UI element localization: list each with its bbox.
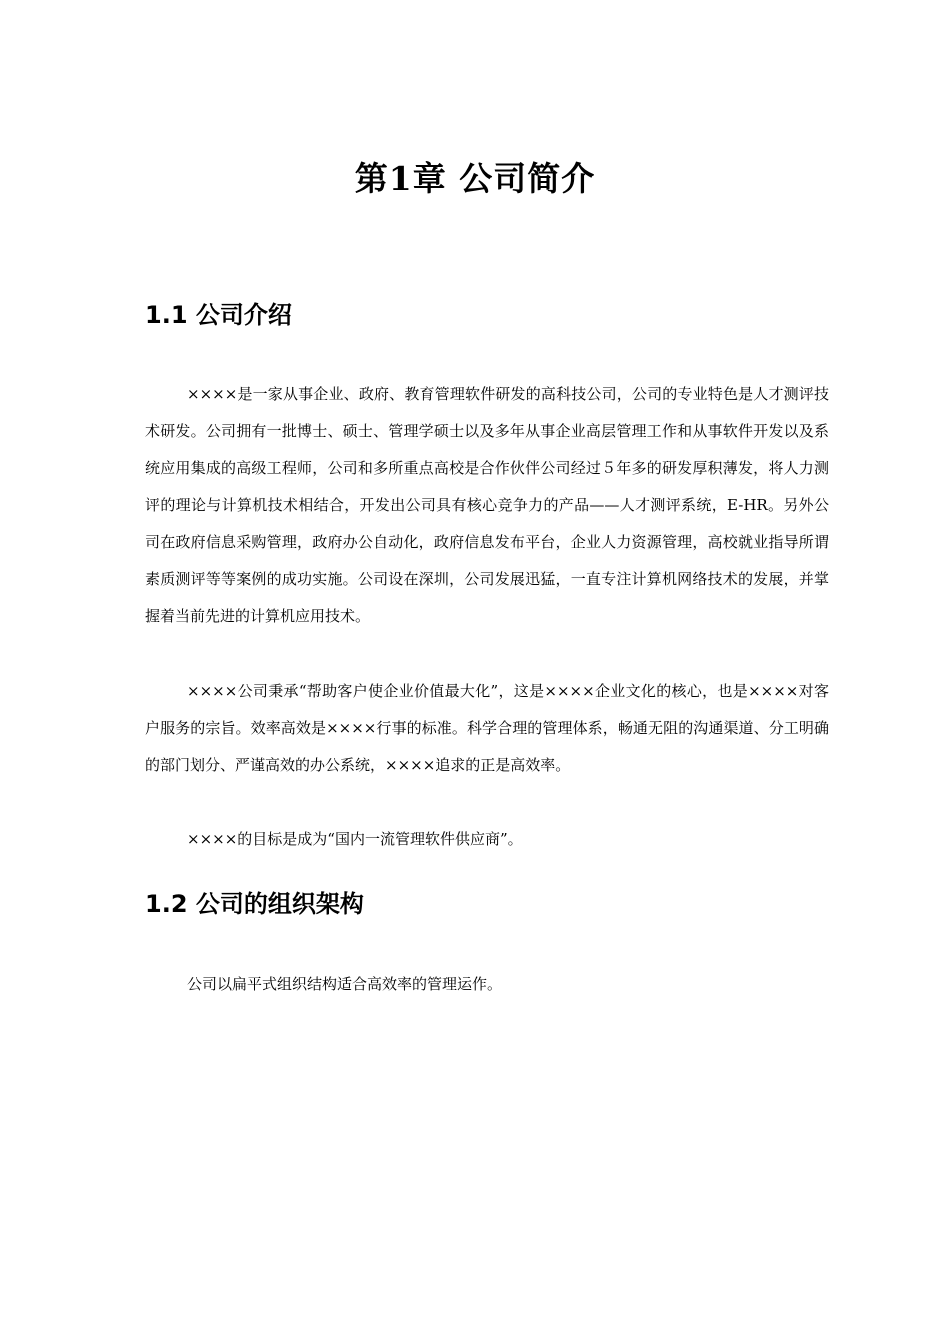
paragraph-org-structure: 公司以扁平式组织结构适合高效率的管理运作。 — [187, 975, 503, 993]
section-heading-company-intro: 1.1 公司介绍 — [145, 301, 292, 329]
section-heading-org-structure: 1.2 公司的组织架构 — [145, 890, 364, 918]
paragraph-company-culture: ××××公司秉承“帮助客户使企业价值最大化”，这是××××企业文化的核心，也是××××对客户服务的宗旨。效率高效是××××行事的标准。科学合理的管理体系，畅通无阻的沟通渠道、分工明确的部门划分、严谨高效的办公系统，××××追求的正是高效率。 — [145, 682, 829, 774]
paragraph-company-overview: ××××是一家从事企业、政府、教育管理软件研发的高科技公司，公司的专业特色是人才测评技术研发。公司拥有一批博士、硕士、管理学硕士以及多年从事企业高层管理工作和从事软件开发以及系统应用集成的高级工程师，公司和多所重点高校是合作伙伴公司经过５年多的研发厚积薄发，将人力测评的理论与计算机技术相结合，开发出公司具有核心竞争力的产品——人才测评系统，E-HR。另外公司在政府信息采购管理，政府办公自动化，政府信息发布平台，企业人力资源管理，高校就业指导所谓素质测评等等案例的成功实施。公司设在深圳，公司发展迅猛，一直专注计算机网络技术的发展，并掌握着当前先进的计算机应用技术。 — [145, 385, 829, 625]
chapter-title: 第1章 公司简介 — [354, 159, 596, 198]
paragraph-company-goal: ××××的目标是成为“国内一流管理软件供应商”。 — [187, 830, 523, 848]
